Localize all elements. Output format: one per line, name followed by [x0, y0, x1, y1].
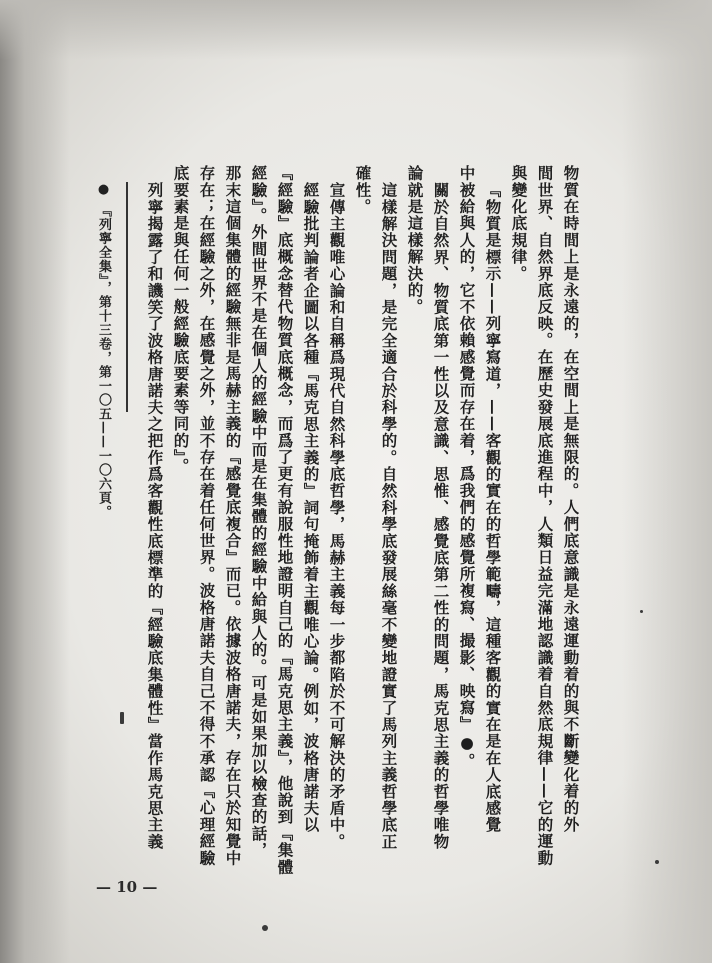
- page-number: — 10 —: [96, 878, 158, 896]
- text-column: 這樣解決問題，是完全適合於科學的。自然科學底發展絲毫不變地證實了馬列主義哲學底正: [379, 182, 399, 850]
- text-column: 『經驗』底概念替代物質底概念，而爲了更有說服性地證明自己的『馬克思主義』，他說到『集體: [275, 165, 295, 876]
- text-column: 那末這個集體的經驗無非是馬赫主義的『感覺底複合』而已。依據波格唐諾夫，存在只於知覺中: [223, 165, 243, 867]
- ink-speck: [120, 712, 124, 724]
- ink-speck: [640, 610, 643, 613]
- page-shadow-right: [622, 0, 712, 963]
- text-column: 宣傳主觀唯心論和自稱爲現代自然科學底哲學，馬赫主義每一步都陷於不可解決的矛盾中。: [327, 182, 347, 850]
- text-column: 經驗』。外間世界不是在個人的經驗中而是在集體的經驗中給與人的。可是如果加以檢查的話，: [249, 165, 269, 859]
- text-column: 底要素是與任何一般經驗底要素等同的』。: [171, 165, 191, 475]
- footnote-rule: [126, 182, 128, 412]
- text-column: 『物質是標示——列寧寫道，——客觀的實在的哲學範疇，這種客觀的實在是在人底感覺: [483, 182, 503, 834]
- page-shadow-top: [0, 0, 712, 60]
- text-column: 關於自然界、物質底第一性以及意識、思惟、感覺底第二性的問題，馬克思主義的哲學唯物: [431, 182, 451, 850]
- footnote: ● 『列寧全集』，第十三卷，第一〇五——一〇六頁。: [96, 182, 111, 520]
- text-column: 經驗批判論者企圖以各種『馬克思主義的』詞句掩飾着主觀唯心論。例如，波格唐諾夫以: [301, 182, 321, 834]
- text-column: 間世界、自然界底反映。在歷史發展底進程中，人類日益完滿地認識着自然底規律——它的運動: [535, 165, 555, 867]
- ink-speck: [262, 925, 268, 931]
- text-column: 確性。: [353, 165, 373, 216]
- page-shadow-left: [0, 0, 70, 963]
- text-column: 中被給與人的，它不依賴感覺而存在着，爲我們的感覺所複寫、撮影、映寫』●。: [457, 165, 477, 770]
- text-column: 存在；在經驗之外，在感覺之外，並不存在着任何世界。波格唐諾夫自己不得不承認『心理經驗: [197, 165, 217, 867]
- text-column: 論就是這樣解決的。: [405, 165, 425, 316]
- text-column: 物質在時間上是永遠的，在空間上是無限的。人們底意識是永遠運動着的與不斷變化着的外: [561, 165, 581, 833]
- text-column: 與變化底規律。: [509, 165, 529, 282]
- text-column: 列寧揭露了和譏笑了波格唐諾夫之把作爲客觀性底標準的『經驗底集體性』當作馬克思主義: [145, 182, 165, 850]
- ink-speck: [655, 860, 659, 864]
